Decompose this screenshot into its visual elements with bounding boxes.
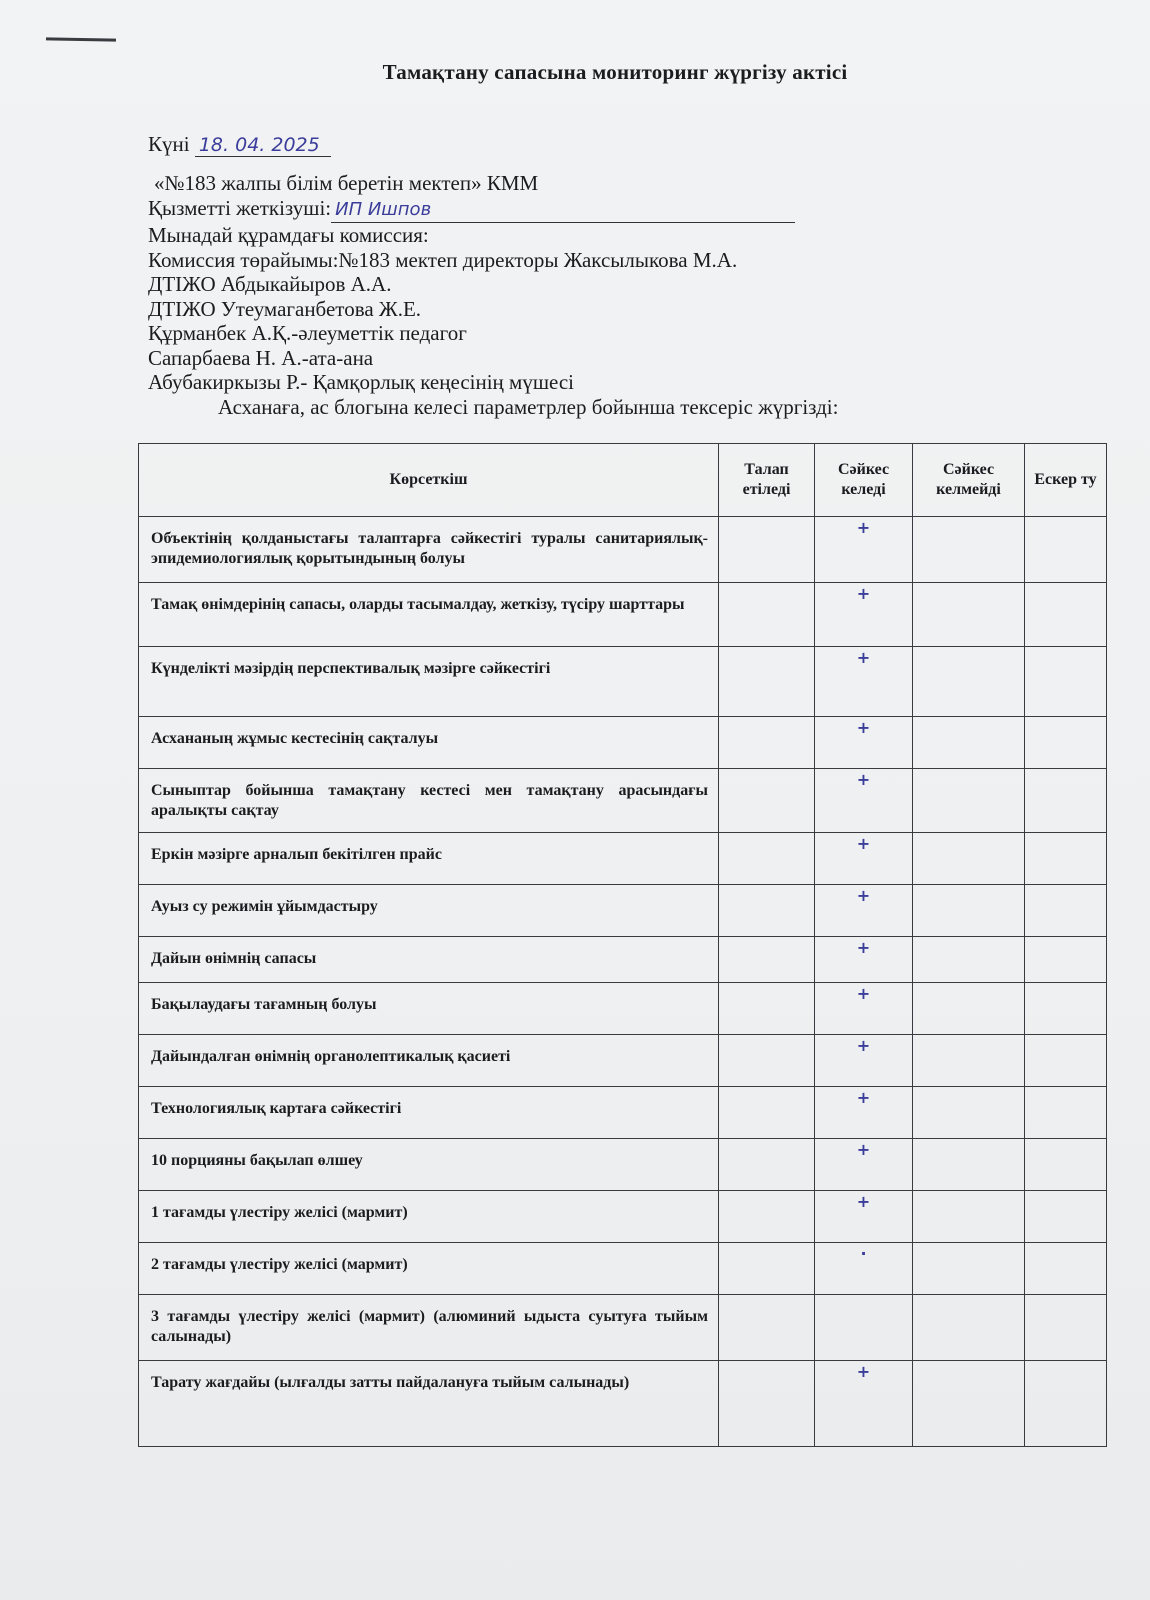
- required-cell: [719, 885, 815, 937]
- indicator-cell: 2 тағамды үлестіру желісі (мармит): [139, 1243, 719, 1295]
- supplier-label: Қызметті жеткізуші:: [148, 195, 332, 220]
- note-cell: [1025, 717, 1107, 769]
- noncompliant-cell: [913, 1191, 1025, 1243]
- noncompliant-cell: [913, 1243, 1025, 1295]
- required-cell: [719, 1361, 815, 1447]
- noncompliant-cell: [913, 717, 1025, 769]
- compliant-mark: +: [815, 583, 913, 647]
- note-cell: [1025, 1139, 1107, 1191]
- table-row: [139, 1361, 1107, 1447]
- required-cell: [719, 983, 815, 1035]
- compliant-mark: [815, 1295, 913, 1361]
- table-row: [139, 983, 1107, 1035]
- commission-member: Құрманбек А.Қ.-әлеуметтік педагог: [148, 321, 467, 345]
- note-cell: [1025, 769, 1107, 833]
- table-row: [139, 517, 1107, 583]
- note-cell: [1025, 517, 1107, 583]
- indicator-cell: 3 тағамды үлестіру желісі (мармит) (алюминий ыдыста суытуға тыйым салынады): [139, 1295, 719, 1361]
- inspection-intro: Асханаға, ас блогына келесі параметрлер бойынша тексеріс жүргізді:: [218, 394, 839, 419]
- required-cell: [719, 647, 815, 717]
- header-noncompliant: Сәйкес келмейді: [913, 444, 1025, 517]
- supplier-row: [148, 196, 838, 224]
- noncompliant-cell: [913, 1295, 1025, 1361]
- commission-member: Комиссия төрайымы:№183 мектеп директоры Жаксылыкова М.А.: [148, 247, 738, 272]
- required-cell: [719, 1087, 815, 1139]
- indicator-cell: Бақылаудағы тағамның болуы: [139, 983, 719, 1035]
- required-cell: [719, 769, 815, 833]
- indicator-cell: Күнделікті мәзірдің перспективалық мәзірге сәйкестігі: [139, 647, 719, 717]
- commission-member: Сапарбаева Н. А.-ата-ана: [148, 345, 374, 370]
- table-row: [139, 1035, 1107, 1087]
- required-cell: [719, 1295, 815, 1361]
- indicator-cell: Ауыз су режимін ұйымдастыру: [139, 885, 719, 937]
- compliant-mark: +: [815, 983, 913, 1035]
- table-row: [139, 583, 1107, 647]
- table-row: [139, 885, 1107, 937]
- compliant-mark: +: [815, 1139, 913, 1191]
- top-dash-mark: [46, 37, 116, 41]
- compliant-mark: +: [815, 937, 913, 983]
- note-cell: [1025, 583, 1107, 647]
- table-row: [139, 647, 1107, 717]
- noncompliant-cell: [913, 937, 1025, 983]
- compliant-mark: +: [815, 647, 913, 717]
- note-cell: [1025, 833, 1107, 885]
- compliant-mark: +: [815, 517, 913, 583]
- required-cell: [719, 583, 815, 647]
- table-row: [139, 1087, 1107, 1139]
- indicator-cell: 10 порцияны бақылап өлшеу: [139, 1139, 719, 1191]
- required-cell: [719, 717, 815, 769]
- header-required: Талап етіледі: [719, 444, 815, 517]
- compliant-mark: +: [815, 769, 913, 833]
- header-indicator: Көрсеткіш: [139, 444, 719, 517]
- indicator-cell: Еркін мәзірге арналып бекітілген прайс: [139, 833, 719, 885]
- indicator-cell: Технологиялық картаға сәйкестігі: [139, 1087, 719, 1139]
- required-cell: [719, 1139, 815, 1191]
- indicator-cell: Тамақ өнімдерінің сапасы, оларды тасымалдау, жеткізу, түсіру шарттары: [139, 583, 719, 647]
- indicator-cell: Сыныптар бойынша тамақтану кестесі мен тамақтану арасындағы аралықты сақтау: [139, 769, 719, 833]
- note-cell: [1025, 1295, 1107, 1361]
- table-row: [139, 833, 1107, 885]
- noncompliant-cell: [913, 1361, 1025, 1447]
- commission-member: ДТІЖО Абдыкайыров А.А.: [148, 272, 392, 296]
- table-row: [139, 1191, 1107, 1243]
- compliant-mark: ·: [815, 1243, 913, 1295]
- table-row: [139, 1139, 1107, 1191]
- date-value: 18. 04. 2025: [195, 134, 331, 157]
- required-cell: [719, 937, 815, 983]
- commission-member: ДТІЖО Утеумаганбетова Ж.Е.: [148, 296, 422, 321]
- noncompliant-cell: [913, 833, 1025, 885]
- note-cell: [1025, 937, 1107, 983]
- noncompliant-cell: [913, 583, 1025, 647]
- compliant-mark: +: [815, 717, 913, 769]
- noncompliant-cell: [913, 1139, 1025, 1191]
- noncompliant-cell: [913, 769, 1025, 833]
- compliant-mark: +: [815, 885, 913, 937]
- document-title: Тамақтану сапасына мониторинг жүргізу актісі: [382, 60, 848, 84]
- compliant-mark: +: [815, 1087, 913, 1139]
- indicator-cell: Объектінің қолданыстағы талаптарға сәйкестігі туралы санитариялық-эпидемиологиялық қорытындының болуы: [139, 517, 719, 583]
- required-cell: [719, 517, 815, 583]
- date-row: [148, 132, 331, 157]
- header-compliant: Сәйкес келеді: [815, 444, 913, 517]
- compliant-mark: +: [815, 833, 913, 885]
- required-cell: [719, 833, 815, 885]
- commission-info: [148, 171, 838, 419]
- table-header-row: [139, 444, 1107, 517]
- compliant-mark: +: [815, 1361, 913, 1447]
- header-note: Ескер ту: [1025, 444, 1107, 517]
- indicator-cell: Дайындалған өнімнің органолептикалық қасиеті: [139, 1035, 719, 1087]
- table-row: [139, 1243, 1107, 1295]
- required-cell: [719, 1243, 815, 1295]
- compliant-mark: +: [815, 1191, 913, 1243]
- table-row: [139, 937, 1107, 983]
- noncompliant-cell: [913, 1035, 1025, 1087]
- note-cell: [1025, 647, 1107, 717]
- note-cell: [1025, 1243, 1107, 1295]
- commission-member: Абубакиркызы Р.- Қамқорлық кеңесінің мүшесі: [148, 370, 575, 394]
- indicator-cell: 1 тағамды үлестіру желісі (мармит): [139, 1191, 719, 1243]
- noncompliant-cell: [913, 885, 1025, 937]
- required-cell: [719, 1035, 815, 1087]
- table-row: [139, 769, 1107, 833]
- note-cell: [1025, 983, 1107, 1035]
- school-name: «№183 жалпы білім беретін мектеп» КММ: [154, 171, 539, 195]
- table-row: [139, 1295, 1107, 1361]
- commission-intro: Мынадай құрамдағы комиссия:: [148, 223, 429, 247]
- note-cell: [1025, 1087, 1107, 1139]
- supplier-value: ИП Ишпов: [331, 198, 795, 224]
- note-cell: [1025, 1361, 1107, 1447]
- table-row: [139, 717, 1107, 769]
- required-cell: [719, 1191, 815, 1243]
- noncompliant-cell: [913, 647, 1025, 717]
- monitoring-table: [138, 443, 1107, 1447]
- date-label: Күні: [148, 132, 190, 156]
- indicator-cell: Тарату жағдайы (ылғалды затты пайдалануға тыйым салынады): [139, 1361, 719, 1447]
- compliant-mark: +: [815, 1035, 913, 1087]
- noncompliant-cell: [913, 983, 1025, 1035]
- note-cell: [1025, 885, 1107, 937]
- indicator-cell: Асхананың жұмыс кестесінің сақталуы: [139, 717, 719, 769]
- note-cell: [1025, 1035, 1107, 1087]
- note-cell: [1025, 1191, 1107, 1243]
- noncompliant-cell: [913, 517, 1025, 583]
- noncompliant-cell: [913, 1087, 1025, 1139]
- indicator-cell: Дайын өнімнің сапасы: [139, 937, 719, 983]
